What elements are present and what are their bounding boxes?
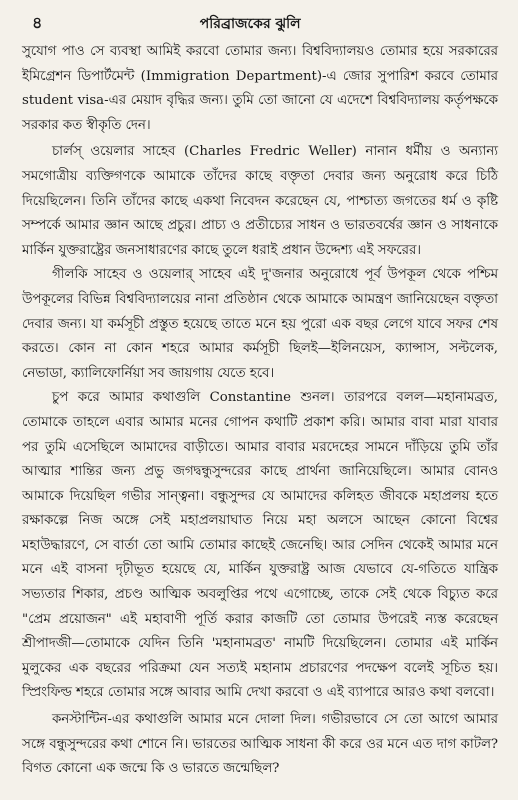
- paragraph-3: গীলকি সাহেব ও ওয়েলার্ সাহেব এই দু'জনার অনুরোধে পূর্ব উপকূল থেকে পশ্চিম উপকূলের বিভিন্ন বিশ্ববিদ্যালয়ের নানা প্রতিষ্ঠান থেকে আমাকে আমন্ত্রণ জানিয়েছেন বক্তৃতা দেবার জন্য। যা কর্মসূচী প্রস্তুত হয়েছে তাতে মনে হয় পুরো এক বছর লেগে যাবে সফর শেষ করতে। কোন না কোন শহরে আমার কর্মসূচী ছিলই—ইলিনয়েস, ক্যান্সাস, সল্টলেক, নেভাডা, ক্যালিফোর্নিয়া সব জায়গায় যেতে হবে।: [22, 267, 498, 381]
- paragraph-2: চার্লস্ ওয়েলার সাহেব (Charles Fredric Weller) নানান ধর্মীয় ও অন্যান্য সমগোত্রীয় ব্যক্তিগণকে আমাকে তাঁদের কাছে বক্তৃতা দেবার জন্য অনুরোধ করে চিঠি দিয়েছিলেন। তিনি তাঁদের কাছে একথা নিবেদন করেছেন যে, পাশ্চাত্য জগতের ধর্ম ও কৃষ্টি সম্পর্কে আমার জ্ঞান আছে প্রচুর। প্রাচ্য ও প্রতীচ্যের সাধন ও ভারতবর্ষের জ্ঞান ও সাধনাকে মার্কিন যুক্তরাষ্ট্রের জনসাধারণের কাছে তুলে ধরাই প্রধান উদ্দেশ্য এই সফরের।: [22, 144, 498, 258]
- page-body: [22, 40, 498, 782]
- page-number: ৪: [32, 13, 43, 32]
- page-header: [22, 10, 498, 38]
- running-title: পরিব্রাজকের ঝুলি: [199, 16, 301, 32]
- paragraph-1: সুযোগ পাও সে ব্যবস্থা আমিই করবো তোমার জন্য। বিশ্ববিদ্যালয়ও তোমার হয়ে সরকারের ইমিগ্রেশন ডিপার্টমেন্ট (Immigration Department)-এ জোর সুপারিশ করবে তোমার student visa-এর মেয়াদ বৃদ্ধির জন্য। তুমি তো জানো যে এদেশে বিশ্ববিদ্যালয় কর্তৃপক্ষকে সরকার কত স্বীকৃতি দেন।: [22, 44, 498, 133]
- paragraph-5: কনস্টান্টিন-এর কথাগুলি আমার মনে দোলা দিল। গভীরভাবে সে তো আগে আমার সঙ্গে বন্ধুসুন্দরের কথা শোনে নি। ভারতের আত্মিক সাধনা কী করে ওর মনে এত দাগ কাটল? বিগত কোনো এক জন্মে কি ও ভারতে জন্মেছিল?: [22, 712, 498, 777]
- paragraph-4: চুপ করে আমার কথাগুলি Constantine শুনল। তারপরে বলল—মহানামব্রত, তোমাকে তাহলে এবার আমার মনের গোপন কথাটি প্রকাশ করি। আমার বাবা মারা যাবার পর তুমি এসেছিলে আমাদের বাড়ীতে। আমার বাবার মরদেহের সামনে দাঁড়িয়ে তুমি তাঁর আত্মার শান্তির জন্য প্রভু জগদ্বন্ধুসুন্দরের কাছে প্রার্থনা জানিয়েছিলে। আমার বোনও আমাকে দিয়েছিল গভীর সান্ত্বনা। বন্ধুসুন্দর যে আমাদের কলিহত জীবকে মহাপ্রলয় হতে রক্ষাকল্পে নিজ অঙ্গে সেই মহাপ্রলয়াঘাত নিয়ে মহা অলসে আছেন কোনো বিশ্বের মহাউদ্ধারণে, সে বার্তা তো আমি তোমার কাছেই জেনেছি। আর সেদিন থেকেই আমার মনে মনে এই বাসনা দৃঢ়ীভূত হয়েছে যে, মার্কিন যুক্তরাষ্ট্র আজ যেভাবে যে-গতিতে যান্ত্রিক সভ্যতার শিকার, প্রচণ্ড আত্মিক অবলুপ্তির পথে এগোচ্ছে, তাকে সেই থেকে বিচ্যুত করে "প্রেম প্রয়োজন" এই মহাবাণী পূর্তি করার কাজটি তো তোমার উপরেই ন্যস্ত করেছেন শ্রীপাদজী—তোমাকে যেদিন তিনি 'মহানামব্রত' নামটি দিয়েছিলেন। তোমার এই মার্কিন মুলুকের এক বছরের পরিক্রমা যেন সত্যই মহানাম প্রচারণের পদক্ষেপ বলেই সূচিত হয়। স্প্রিংফিল্ড শহরে তোমার সঙ্গে আবার আমি দেখা করবো ও এই ব্যাপারে আরও কথা বলবো।: [22, 390, 498, 701]
